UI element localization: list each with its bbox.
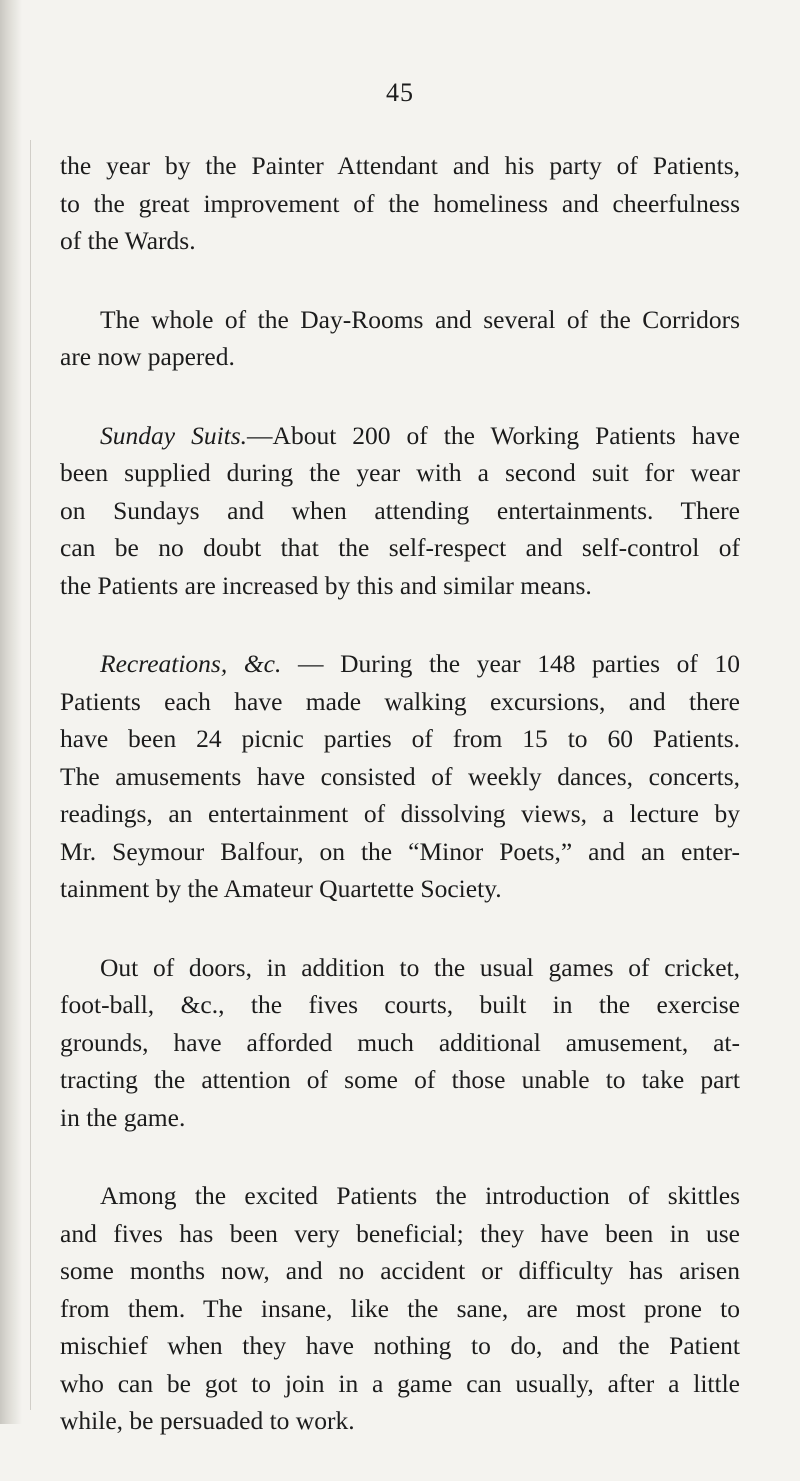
- text-line: the Patients are increased by this and similar means.: [60, 570, 592, 600]
- paragraph-skittles: [60, 1177, 740, 1440]
- page-gutter-shadow: [0, 0, 22, 1424]
- text-line: and fives has been very beneficial; they have been in use: [60, 1218, 740, 1248]
- text-line: foot-ball, &c., the fives courts, built in the exercise: [60, 990, 740, 1019]
- text-line: Mr. Seymour Balfour, on the “Minor Poets,” and an enter-: [60, 836, 740, 866]
- text-line-rest: — During the year 148 parties of 10: [281, 649, 740, 678]
- text-line-rest: —About 200 of the Working Patients have: [247, 420, 740, 450]
- text-line: mischief when they have nothing to do, and the Patient: [60, 1331, 740, 1360]
- text-line: of the Wards.: [60, 226, 196, 255]
- paragraph-sunday-suits: [60, 417, 740, 605]
- text-line: some months now, and no accident or difficulty has arisen: [60, 1256, 740, 1285]
- text-line: grounds, have afforded much additional amusement, at-: [60, 1027, 740, 1057]
- text-line: tracting the attention of some of those unable to take part: [60, 1065, 740, 1094]
- text-line: from them. The insane, like the sane, are most prone to: [60, 1293, 740, 1323]
- page-body: [60, 147, 740, 1481]
- text-line: [60, 645, 740, 683]
- binding-edge-line: [30, 140, 31, 1410]
- text-line: have been 24 picnic parties of from 15 to 60 Patients.: [60, 724, 740, 753]
- paragraph-recreations: [60, 645, 740, 908]
- section-heading: Recreations, &c.: [100, 649, 282, 678]
- text-line: tainment by the Amateur Quartette Society.: [60, 874, 502, 903]
- text-line: been supplied during the year with a second suit for wear: [60, 458, 740, 487]
- page-number: 45: [386, 78, 414, 107]
- text-line: readings, an entertainment of dissolving views, a lecture by: [60, 799, 740, 828]
- section-heading: Sunday Suits.: [100, 420, 248, 450]
- paragraph-papering: [60, 301, 740, 376]
- text-line: the year by the Painter Attendant and his party of Patients,: [60, 151, 740, 180]
- text-line: to the great improvement of the homeliness and cheerfulness: [60, 188, 740, 218]
- text-line: in the game.: [60, 1102, 186, 1132]
- text-line: Among the excited Patients the introduction of skittles: [100, 1181, 740, 1210]
- text-line: [60, 417, 740, 455]
- paragraph-painting: [60, 147, 740, 260]
- paragraph-out-of-doors: [60, 949, 740, 1137]
- text-line: can be no doubt that the self-respect and self-control of: [60, 533, 740, 562]
- text-line: The whole of the Day-Rooms and several of the Corridors: [100, 304, 740, 334]
- text-line: are now papered.: [60, 342, 235, 371]
- text-line: while, be persuaded to work.: [60, 1406, 355, 1435]
- text-line: Out of doors, in addition to the usual games of cricket,: [100, 952, 740, 982]
- text-line: on Sundays and when attending entertainments. There: [60, 495, 740, 525]
- text-line: The amusements have consisted of weekly dances, concerts,: [60, 761, 740, 791]
- text-line: who can be got to join in a game can usually, after a little: [60, 1368, 740, 1398]
- text-line: Patients each have made walking excursions, and there: [60, 686, 740, 716]
